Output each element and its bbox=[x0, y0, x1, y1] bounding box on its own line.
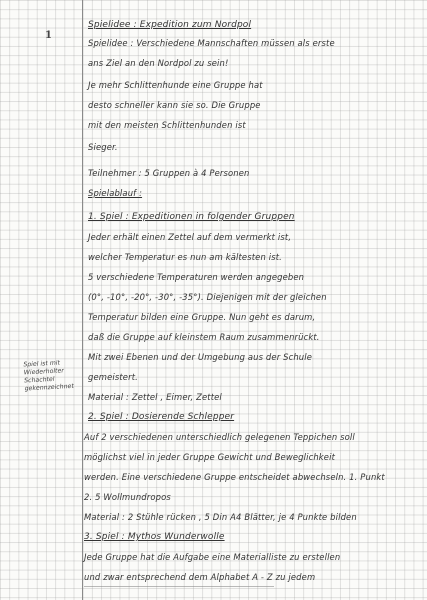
handwritten-line: Spielidee : Expedition zum Nordpol bbox=[88, 20, 252, 30]
handwritten-line: Sieger. bbox=[88, 142, 118, 152]
margin-note-line: Spiel ist mit bbox=[23, 359, 61, 369]
margin-note-line: Wiederholter bbox=[23, 367, 65, 377]
handwritten-line: 5 verschiedene Temperaturen werden angegeben bbox=[88, 272, 305, 282]
handwritten-line: 1. Spiel : Expeditionen in folgender Gruppen bbox=[88, 212, 295, 222]
handwritten-line: und zwar entsprechend dem Alphabet A - Z zu jedem bbox=[84, 572, 316, 582]
handwritten-line: Spielidee : Verschiedene Mannschaften müssen als erste bbox=[88, 38, 335, 48]
handwritten-line: welcher Temperatur es nun am kältesten ist. bbox=[88, 252, 282, 262]
handwritten-line: 3. Spiel : Mythos Wunderwolle bbox=[84, 532, 225, 542]
margin-note bbox=[23, 359, 79, 394]
handwritten-line: desto schneller kann sie so. Die Gruppe bbox=[88, 100, 261, 110]
handwritten-line: Material : Zettel , Eimer, Zettel bbox=[88, 392, 222, 402]
handwritten-line: Material : 2 Stühle rücken , 5 Din A4 Blätter, je 4 Punkte bilden bbox=[84, 512, 357, 522]
handwritten-line: Teilnehmer : 5 Gruppen à 4 Personen bbox=[88, 168, 250, 178]
margin-note-line: gekennzeichnet bbox=[24, 382, 74, 393]
handwritten-line: möglichst viel in jeder Gruppe Gewicht und Beweglichkeit bbox=[84, 452, 336, 462]
handwritten-line: Jeder erhält einen Zettel auf dem vermerkt ist, bbox=[88, 232, 292, 242]
handwritten-line: (0°, -10°, -20°, -30°, -35°). Diejenigen mit der gleichen bbox=[88, 292, 327, 302]
handwritten-line: Temperatur bilden eine Gruppe. Nun geht es darum, bbox=[88, 312, 316, 322]
handwritten-line: gemeistert. bbox=[88, 372, 138, 382]
handwritten-line: Mit zwei Ebenen und der Umgebung aus der Schule bbox=[88, 352, 313, 362]
handwritten-line: werden. Eine verschiedene Gruppe entscheidet abwechseln. 1. Punkt bbox=[84, 472, 385, 482]
handwritten-line: daß die Gruppe auf kleinstem Raum zusammenrückt. bbox=[88, 332, 320, 342]
handwritten-line: ans Ziel an den Nordpol zu sein! bbox=[88, 58, 229, 68]
handwritten-line: mit den meisten Schlittenhunden ist bbox=[88, 120, 246, 130]
page-number: 1 bbox=[45, 30, 52, 41]
margin-line bbox=[82, 0, 83, 600]
handwritten-line: 2. 5 Wollmundropos bbox=[84, 492, 171, 502]
handwritten-line: Je mehr Schlittenhunde eine Gruppe hat bbox=[88, 80, 263, 90]
crossed-out-scribble bbox=[84, 586, 274, 595]
handwritten-line: Spielablauf : bbox=[88, 188, 143, 198]
handwritten-line: 2. Spiel : Dosierende Schlepper bbox=[88, 412, 235, 422]
margin-note-line: Schachtel bbox=[24, 375, 55, 385]
handwritten-line: Jede Gruppe hat die Aufgabe eine Materialliste zu erstellen bbox=[84, 552, 341, 562]
handwritten-line: Auf 2 verschiedenen unterschiedlich gelegenen Teppichen soll bbox=[84, 432, 355, 442]
